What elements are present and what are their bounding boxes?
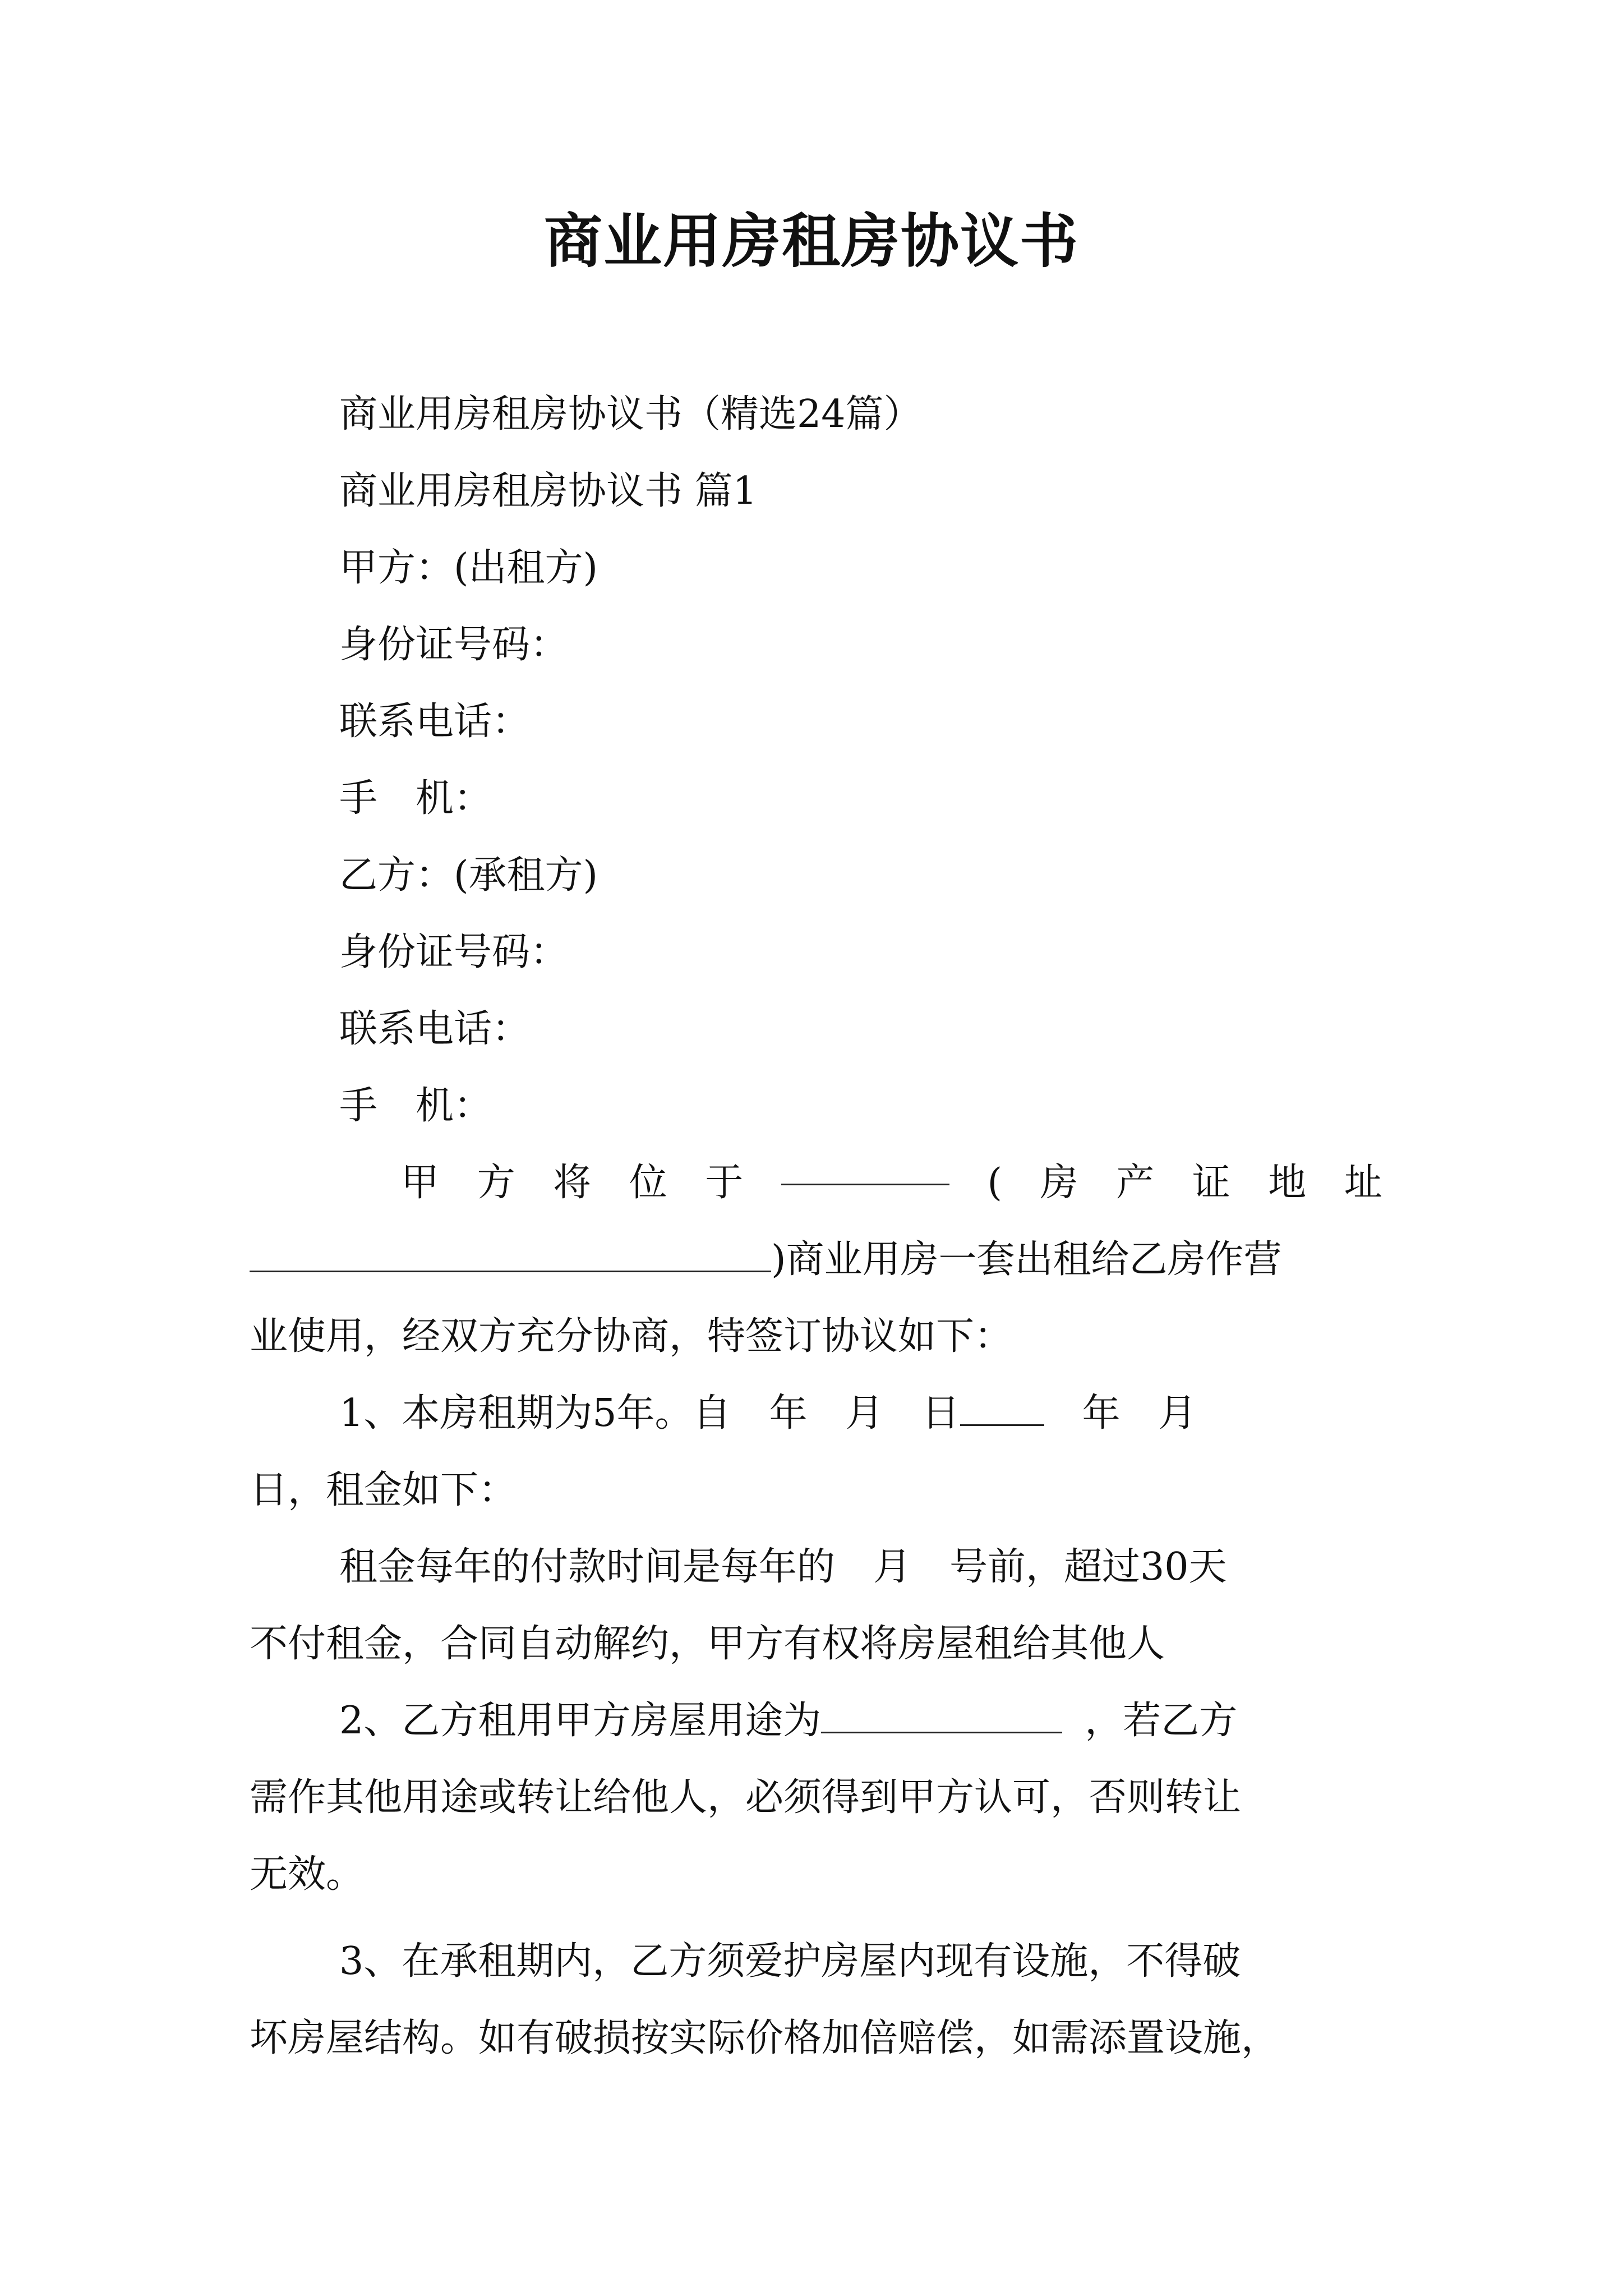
intro-char: 址 [1344, 1161, 1382, 1205]
party-a-id-label: 身份证号码： [339, 623, 569, 667]
document-title: 商业用房租房协议书 [543, 207, 1079, 275]
intro-line-2 [250, 1221, 1382, 1298]
clause-2-line-3: 无效。 [250, 1852, 365, 1897]
intro-char: 甲 [401, 1161, 440, 1205]
payment-line-2: 不付租金，合同自动解约，甲方有权将房屋租给其他人 [250, 1622, 1165, 1666]
address-blank-short [781, 1144, 949, 1185]
address-blank-long [250, 1231, 771, 1272]
intro-char: 产 [1116, 1161, 1155, 1205]
party-b-mobile-label: 手 机： [339, 1084, 492, 1128]
clause-3-line-1: 3、在承租期内，乙方须爱护房屋内现有设施，不得破 [339, 1939, 1241, 1984]
intro-char: 位 [629, 1161, 667, 1205]
clause-1-tail: 年 月 [1044, 1391, 1197, 1435]
intro-char: 地 [1268, 1161, 1307, 1205]
party-b-label: 乙方：(承租方) [339, 853, 598, 898]
purpose-blank [821, 1692, 1062, 1733]
party-b-id-label: 身份证号码： [339, 930, 569, 974]
party-a-mobile-label: 手 机： [339, 776, 492, 821]
intro-line-3: 业使用，经双方充分协商，特签订协议如下： [250, 1314, 1013, 1359]
clause-2-line-2: 需作其他用途或转让给他人，必须得到甲方认可，否则转让 [250, 1775, 1242, 1820]
intro-char: 于 [705, 1161, 744, 1205]
date-blank [960, 1385, 1044, 1426]
clause-3-line-2: 坏房屋结构。如有破损按实际价格加倍赔偿，如需添置设施， [250, 2016, 1280, 2060]
clause-2-text: 2、乙方租用甲方房屋用途为 [339, 1699, 822, 1743]
section-heading: 商业用房租房协议书 篇1 [339, 469, 757, 513]
party-b-phone-label: 联系电话： [339, 1007, 531, 1051]
intro-char: 房 [1040, 1161, 1078, 1205]
party-a-phone-label: 联系电话： [339, 700, 531, 744]
intro-char: 证 [1192, 1161, 1230, 1205]
payment-line-1: 租金每年的付款时间是每年的 月 号前，超过30天 [339, 1545, 1227, 1589]
clause-1-text: 1、本房租期为5年。自 年 月 日 [339, 1391, 960, 1435]
document-body [250, 376, 1382, 2077]
intro-line-2-text: )商业用房一套出租给乙房作营 [771, 1237, 1282, 1282]
intro-paren: ( [987, 1161, 1002, 1205]
clause-1-line-2: 日，租金如下： [250, 1468, 517, 1512]
clause-2-line-1 [250, 1682, 1382, 1759]
clause-1-line-1 [250, 1375, 1382, 1452]
subtitle: 商业用房租房协议书（精选24篇） [339, 392, 922, 436]
intro-char: 方 [477, 1161, 515, 1205]
clause-2-tail: ，若乙方 [1085, 1699, 1238, 1743]
intro-char: 将 [553, 1161, 592, 1205]
intro-line-1 [250, 1144, 1382, 1221]
party-a-label: 甲方：(出租方) [339, 546, 598, 590]
